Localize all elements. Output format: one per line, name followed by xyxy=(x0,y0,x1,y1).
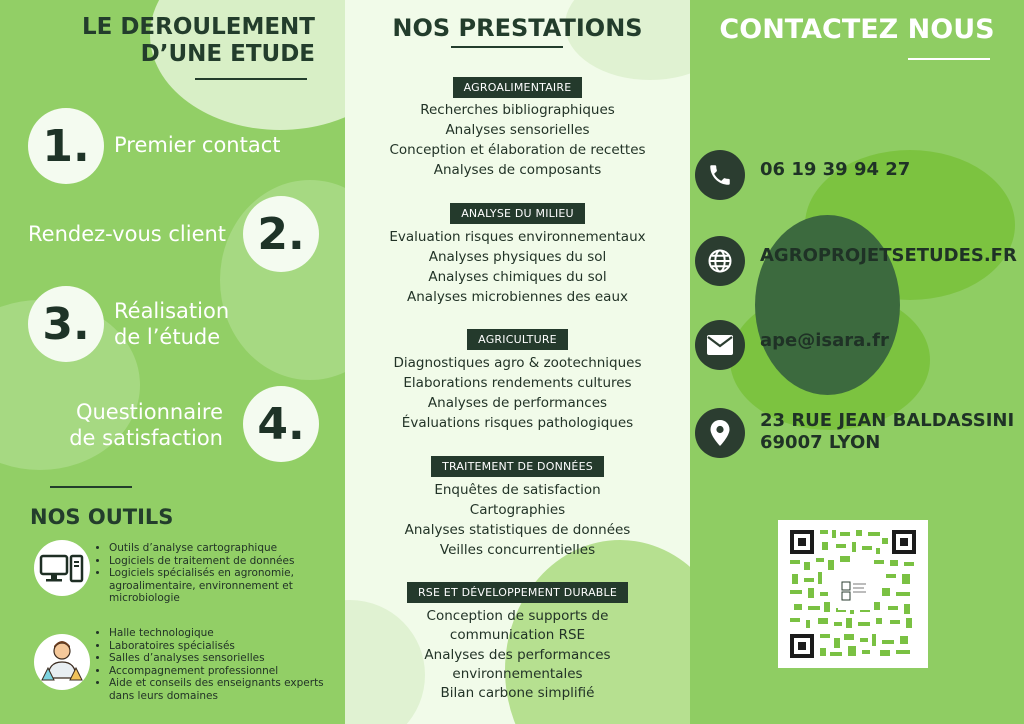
list-item: • Aide et conseils des enseignants experts dans leurs domaines xyxy=(109,677,344,702)
step-label-line: Rendez-vous client xyxy=(28,222,227,246)
step-label-line: Réalisation xyxy=(114,299,230,323)
step-label-2 xyxy=(28,221,226,247)
title-underline xyxy=(451,46,563,48)
decorative-blob xyxy=(755,215,900,395)
list-item: • Logiciels de traitement de données xyxy=(109,555,334,568)
section-badge: AGRICULTURE xyxy=(467,329,568,350)
step-number-4: 4. xyxy=(243,386,319,462)
step-label-line: de l’étude xyxy=(114,325,221,349)
website-link[interactable]: AGROPROJETSETUDES.FR xyxy=(760,245,1017,266)
step-number-3: 3. xyxy=(28,286,104,362)
address xyxy=(760,410,1014,454)
service-item: Recherches bibliographiques xyxy=(420,102,615,118)
section-header xyxy=(345,328,690,350)
service-item: Conception et élaboration de recettes xyxy=(389,142,646,158)
service-item: Diagnostiques agro & zootechniques xyxy=(393,355,642,371)
service-item: Analyses de composants xyxy=(433,162,602,178)
computer-icon xyxy=(34,540,90,596)
right-panel xyxy=(690,0,1024,724)
service-item: Veilles concurrentielles xyxy=(439,542,596,558)
title-underline xyxy=(195,78,307,80)
qr-code-icon xyxy=(778,520,928,668)
phone-number[interactable]: 06 19 39 94 27 xyxy=(760,159,911,180)
tools-list-facilities xyxy=(95,627,344,702)
outils-title: NOS OUTILS xyxy=(30,505,174,529)
step-number-2: 2. xyxy=(243,196,319,272)
step-label-3 xyxy=(114,298,229,350)
service-item: Cartographies xyxy=(469,502,566,518)
service-item: Analyses physiques du sol xyxy=(428,249,607,265)
service-item: Conception de supports de xyxy=(426,608,609,624)
service-item: Analyses chimiques du sol xyxy=(428,269,607,285)
section-header xyxy=(345,76,690,98)
globe-icon xyxy=(695,236,745,286)
email-link[interactable]: ape@isara.fr xyxy=(760,330,889,351)
section-header xyxy=(345,202,690,224)
step-label-line: Premier contact xyxy=(114,133,281,157)
service-item: Analyses sensorielles xyxy=(445,122,590,138)
middle-panel xyxy=(345,0,690,724)
service-item: Elaborations rendements cultures xyxy=(403,375,632,391)
service-item: Evaluation risques environnementaux xyxy=(389,229,646,245)
title-line: LE DEROULEMENT xyxy=(81,14,315,40)
section-badge: RSE ET DÉVELOPPEMENT DURABLE xyxy=(407,582,628,603)
section-title: CONTACTEZ NOUS xyxy=(719,14,995,45)
section-header xyxy=(345,455,690,477)
title-underline xyxy=(908,58,990,60)
location-icon xyxy=(695,408,745,458)
service-item: communication RSE xyxy=(449,627,586,643)
address-line: 23 RUE JEAN BALDASSINI xyxy=(760,410,1015,431)
service-item: Enquêtes de satisfaction xyxy=(434,482,601,498)
service-item: Bilan carbone simplifié xyxy=(440,685,595,701)
service-item: Évaluations risques pathologiques xyxy=(401,415,634,431)
section-header xyxy=(345,581,690,603)
left-panel xyxy=(0,0,345,724)
step-label-line: de satisfaction xyxy=(69,426,223,450)
list-item: • Laboratoires spécialisés xyxy=(109,640,344,653)
step-label-1 xyxy=(114,132,281,158)
list-item: • Accompagnement professionnel xyxy=(109,665,344,678)
section-badge: ANALYSE DU MILIEU xyxy=(450,203,585,224)
section-badge: TRAITEMENT DE DONNÉES xyxy=(431,456,604,477)
service-item: Analyses statistiques de données xyxy=(404,522,631,538)
step-number-1: 1. xyxy=(28,108,104,184)
address-line: 69007 LYON xyxy=(760,432,881,453)
mail-icon xyxy=(695,320,745,370)
list-item: • Logiciels spécialisés en agronomie, agroalimentaire, environnement et microbiologie xyxy=(109,567,334,605)
list-item: • Salles d’analyses sensorielles xyxy=(109,652,344,665)
scientist-icon xyxy=(34,634,90,690)
title-line: D’UNE ETUDE xyxy=(140,41,315,67)
section-title xyxy=(82,14,315,68)
service-item: Analyses des performances xyxy=(424,647,611,663)
section-title: NOS PRESTATIONS xyxy=(392,14,643,42)
step-label-line: Questionnaire xyxy=(75,400,223,424)
outils-underline xyxy=(50,486,132,488)
step-label-4 xyxy=(58,399,223,451)
tools-list-software xyxy=(95,542,334,605)
phone-icon xyxy=(695,150,745,200)
section-badge: AGROALIMENTAIRE xyxy=(453,77,583,98)
service-item: Analyses microbiennes des eaux xyxy=(407,289,628,305)
list-item: • Outils d’analyse cartographique xyxy=(109,542,334,555)
list-item: • Halle technologique xyxy=(109,627,344,640)
service-item: Analyses de performances xyxy=(427,395,608,411)
service-item: environnementales xyxy=(452,666,583,682)
